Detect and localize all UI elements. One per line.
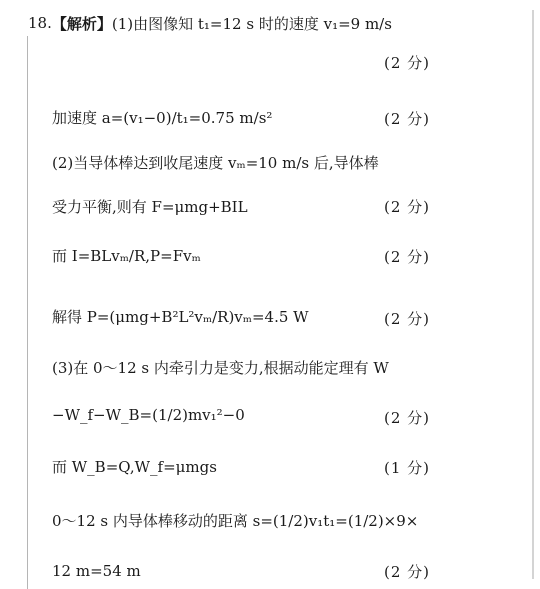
line-5-text: 受力平衡,则有 F=μmg+BIL — [52, 197, 248, 216]
solution-line-4 — [52, 151, 450, 173]
score-6: (2 分) — [384, 409, 431, 427]
line-8-text: (3)在 0～12 s 内牵引力是变力,根据动能定理有 W — [52, 358, 389, 377]
solution-line-11 — [52, 503, 450, 537]
line-4-text: (2)当导体棒达到收尾速度 vₘ=10 m/s 后,导体棒 — [52, 153, 379, 172]
score-3: (2 分) — [384, 198, 431, 216]
analysis-tag: 【解析】 — [51, 14, 112, 33]
score-4: (2 分) — [384, 248, 431, 266]
line-6-text: 而 I=BLvₘ/R,P=Fvₘ — [52, 246, 201, 265]
right-edge-rule — [532, 10, 534, 579]
line-1-text: (1)由图像知 t₁=12 s 时的速度 v₁=9 m/s — [111, 14, 392, 33]
line-7-text: 解得 P=(μmg+B²L²vₘ/R)vₘ=4.5 W — [52, 307, 309, 326]
score-1: (2 分) — [384, 54, 431, 72]
solution-line-8 — [52, 356, 450, 378]
score-5: (2 分) — [384, 310, 431, 328]
line-10-text: 而 W_B=Q,W_f=μmgs — [52, 457, 217, 476]
score-2: (2 分) — [384, 110, 431, 128]
problem-number: 18. — [28, 14, 52, 32]
score-8: (2 分) — [384, 563, 431, 581]
line-12-text: 12 m=54 m — [52, 562, 141, 580]
solution-line-1 — [28, 12, 450, 34]
line-3-text: 加速度 a=(v₁−0)/t₁=0.75 m/s² — [52, 108, 273, 127]
line-9-text: −W_f−W_B=(1/2)mv₁²−0 — [52, 406, 245, 424]
left-margin-rule — [27, 36, 28, 589]
line-11-text: 0～12 s 内导体棒移动的距离 s=(1/2)v₁t₁=(1/2)×9× — [52, 511, 419, 530]
score-7: (1 分) — [384, 459, 431, 477]
